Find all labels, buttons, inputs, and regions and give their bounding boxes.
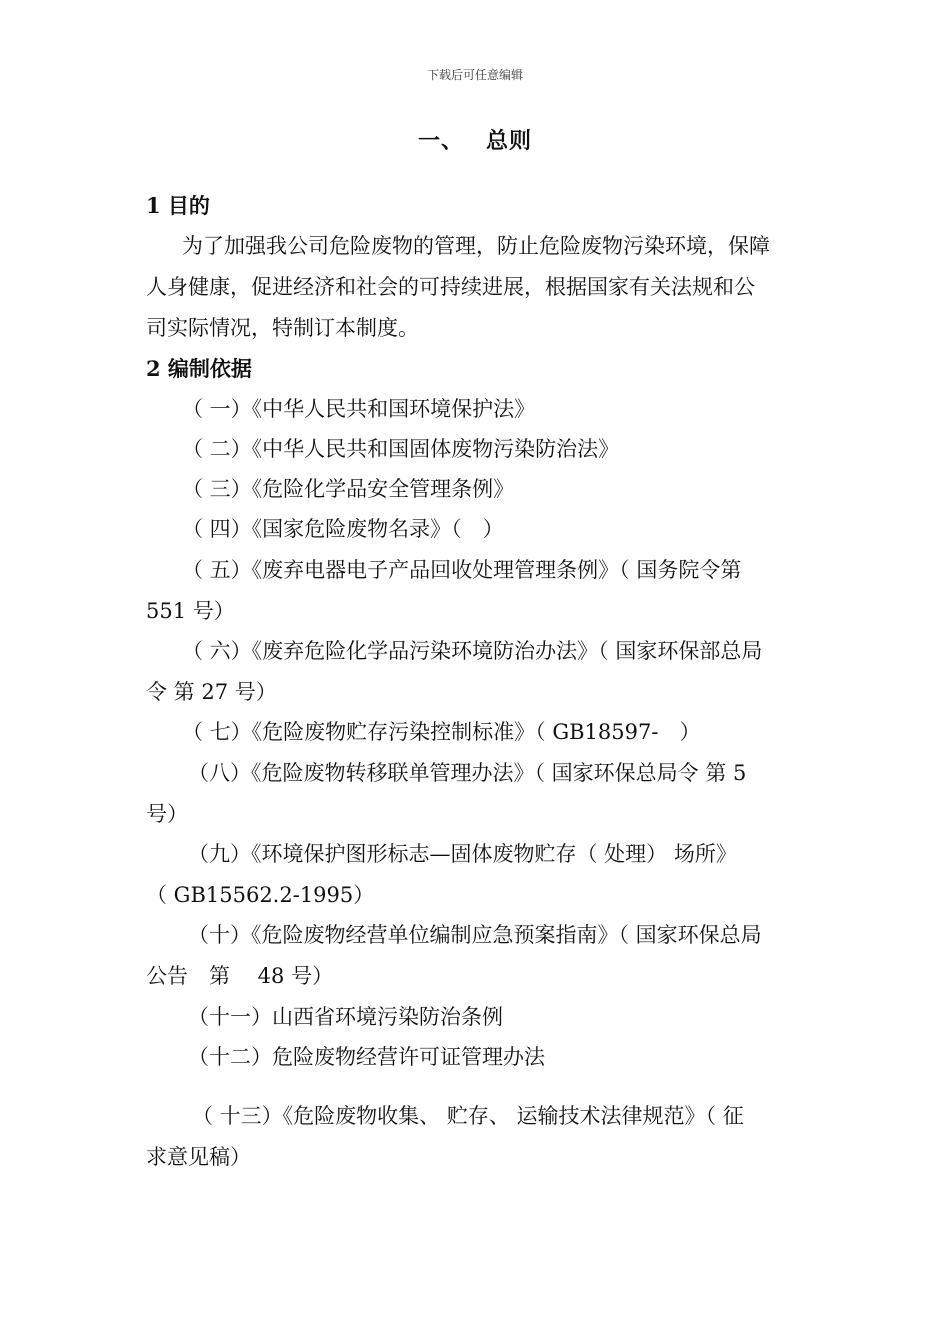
page-header-note: 下载后可任意编辑 — [426, 68, 523, 82]
list-item: （十一）山西省环境污染防治条例 — [188, 1005, 503, 1029]
paragraph-line: 司实际情况，特制订本制度。 — [146, 316, 419, 340]
list-item: （ 三）《危险化学品安全管理条例》 — [182, 477, 515, 501]
list-item: （ 七）《危险废物贮存污染控制标准》（ GB18597- ） — [182, 720, 701, 744]
list-item: （ 四）《国家危险废物名录》（ ） — [182, 517, 504, 541]
list-item-continuation: （ GB15562.2-1995） — [146, 883, 375, 907]
list-item: （ 一）《中华人民共和国环境保护法》 — [182, 397, 536, 421]
list-item-continuation: 号） — [146, 802, 188, 826]
list-item-continuation: 551 号） — [146, 599, 235, 623]
chapter-number: 一、 — [417, 128, 464, 154]
list-item: （ 六）《废弃危险化学品污染环境防治办法》（ 国家环保部总局 — [182, 639, 763, 663]
list-item: （ 五）《废弃电器电子产品回收处理管理条例》（ 国务院令第 — [182, 558, 742, 582]
list-item: （十二）危险废物经营许可证管理办法 — [188, 1045, 545, 1069]
chapter-title-text: 总则 — [486, 128, 533, 154]
list-item-continuation: 令 第 27 号） — [146, 680, 277, 704]
list-item: （九）《环境保护图形标志—固体废物贮存（ 处理） 场所》 — [188, 842, 737, 866]
paragraph-line: 人身健康，促进经济和社会的可持续进展，根据国家有关法规和公 — [146, 275, 755, 299]
list-item: （十）《危险废物经营单位编制应急预案指南》（ 国家环保总局 — [188, 923, 762, 947]
list-item: （ 十三）《危险废物收集、 贮存、 运输技术法律规范》（ 征 — [192, 1104, 744, 1128]
section-heading-basis: 2 编制依据 — [146, 356, 252, 381]
list-item-continuation: 求意见稿） — [146, 1145, 251, 1169]
section-heading-purpose: 1 目的 — [146, 193, 210, 218]
list-item: （ 二）《中华人民共和国固体废物污染防治法》 — [182, 437, 620, 461]
list-item-continuation: 公告 第 48 号） — [146, 964, 334, 988]
list-item: （八）《危险废物转移联单管理办法》（ 国家环保总局令 第 5 — [188, 761, 747, 785]
chapter-title — [0, 124, 950, 155]
paragraph-line: 为了加强我公司危险废物的管理，防止危险废物污染环境，保障 — [182, 234, 770, 258]
